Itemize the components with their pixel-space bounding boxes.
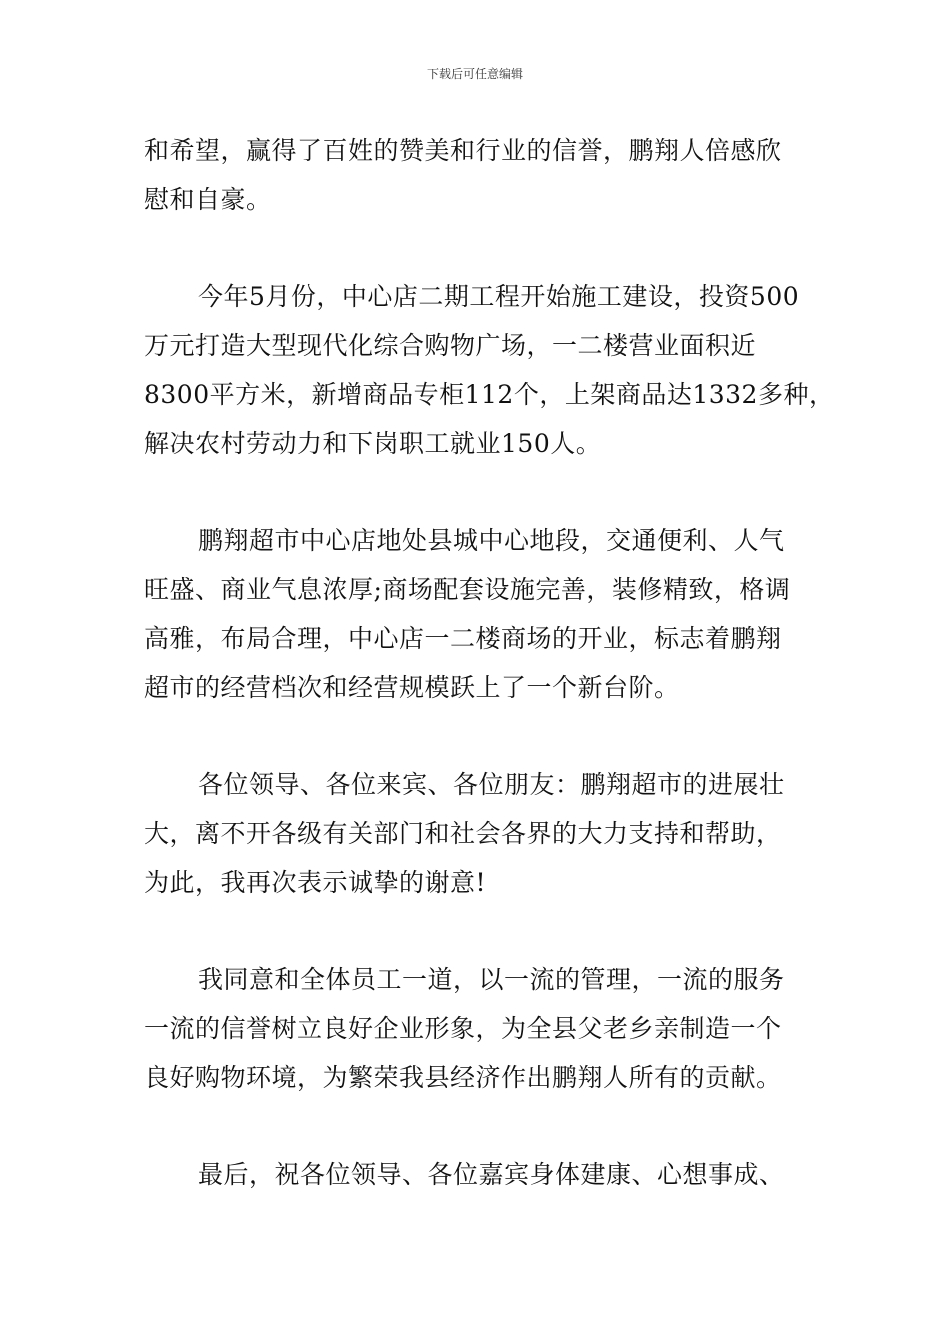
document-body xyxy=(144,126,835,1247)
paragraph-5-line-2: 一流的信誉树立良好企业形象，为全县父老乡亲制造一个 xyxy=(144,1014,782,1043)
paragraph-4-line-2: 大，离不开各级有关部门和社会各界的大力支持和帮助， xyxy=(144,819,782,848)
paragraph-6 xyxy=(144,1150,812,1199)
paragraph-1-line-2: 慰和自豪。 xyxy=(144,185,272,214)
paragraph-2 xyxy=(144,272,835,468)
paragraph-3-line-3: 高雅，布局合理，中心店一二楼商场的开业，标志着鹏翔 xyxy=(144,624,782,653)
paragraph-1 xyxy=(144,126,812,224)
paragraph-1-line-1: 和希望，赢得了百姓的赞美和行业的信誉，鹏翔人倍感欣 xyxy=(144,136,782,165)
paragraph-2-line-3: 8300平方米，新增商品专柜112个，上架商品达1332多种， xyxy=(144,380,835,409)
paragraph-6-line-1: 最后，祝各位领导、各位嘉宾身体建康、心想事成、 xyxy=(198,1160,785,1189)
paragraph-3-line-1: 鹏翔超市中心店地处县城中心地段，交通便利、人气 xyxy=(198,526,785,555)
page-header-note: 下载后可任意编辑 xyxy=(426,67,523,81)
paragraph-4-line-1: 各位领导、各位来宾、各位朋友：鹏翔超市的进展壮 xyxy=(198,770,785,799)
paragraph-3 xyxy=(144,516,812,712)
paragraph-5 xyxy=(144,955,812,1102)
paragraph-2-line-4: 解决农村劳动力和下岗职工就业150人。 xyxy=(144,429,602,458)
paragraph-4 xyxy=(144,760,812,907)
paragraph-2-line-1: 今年5月份，中心店二期工程开始施工建设，投资500 xyxy=(198,282,800,311)
paragraph-3-line-2: 旺盛、商业气息浓厚;商场配套设施完善，装修精致，格调 xyxy=(144,575,791,604)
paragraph-3-line-4: 超市的经营档次和经营规模跃上了一个新台阶。 xyxy=(144,673,680,702)
paragraph-5-line-3: 良好购物环境，为繁荣我县经济作出鹏翔人所有的贡献。 xyxy=(144,1063,782,1092)
paragraph-5-line-1: 我同意和全体员工一道，以一流的管理，一流的服务 xyxy=(198,965,785,994)
paragraph-4-line-3: 为此，我再次表示诚挚的谢意! xyxy=(144,868,487,897)
paragraph-2-line-2: 万元打造大型现代化综合购物广场，一二楼营业面积近 xyxy=(144,331,757,360)
